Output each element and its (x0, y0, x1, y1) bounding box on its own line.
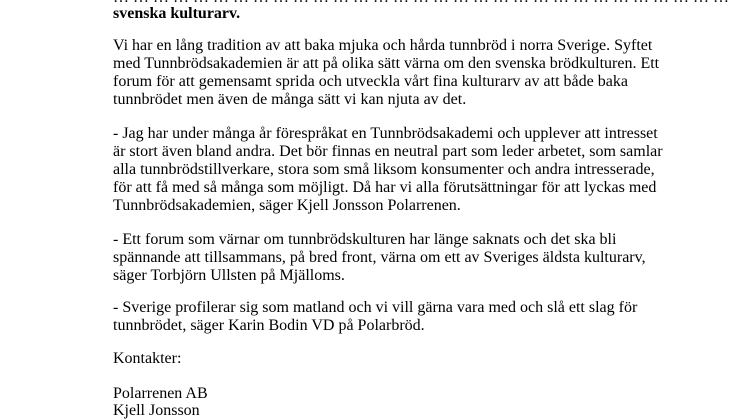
paragraph-line: med Tunnbrödsakademien är att på olika sätt värna om den svenska brödkulturen. Ett (113, 55, 660, 72)
contact-company: Polarrenen AB (113, 385, 208, 402)
paragraph-line: spännande att tillsammans, på bred front, värna om ett av Sveriges äldsta kulturarv, (113, 249, 646, 266)
paragraph-line: tunnbrödet, säger Karin Bodin VD på Polarbröd. (113, 317, 425, 334)
paragraph-line: tunnbrödet men även de många sätt vi kan njuta av det. (113, 91, 467, 108)
paragraph-line: är stort även bland andra. Det bör finnas en neutral part som leder arbetet, som samlar (113, 143, 663, 160)
paragraph-line: för att få med så många som möjligt. Då har vi alla förutsättningar för att lyckas med (113, 179, 657, 196)
contacts-heading: Kontakter: (113, 350, 182, 367)
paragraph-line: forum för att gemensamt sprida och utveckla vårt fina kulturarv av att både baka (113, 73, 628, 90)
paragraph-line: alla tunnbrödstillverkare, stora som små liksom konsumenter och andra intresserade, (113, 161, 655, 178)
paragraph-line: säger Torbjörn Ullsten på Mjälloms. (113, 267, 345, 284)
paragraph-line: - Jag har under många år förespråkat en Tunnbrödsakademi och upplever att intresset (113, 125, 658, 142)
paragraph-line: Vi har en lång tradition av att baka mjuka och hårda tunnbröd i norra Sverige. Syftet (113, 37, 653, 54)
paragraph-line: - Ett forum som värnar om tunnbrödskulturen har länge saknats och det ska bli (113, 231, 617, 248)
intro-tail-bold: svenska kulturarv. (113, 5, 241, 22)
paragraph-line: - Sverige profilerar sig som matland och vi vill gärna vara med och slå ett slag för (113, 299, 638, 316)
paragraph-line: Tunnbrödsakademien, säger Kjell Jonsson Polarrenen. (113, 197, 461, 214)
contact-person: Kjell Jonsson (113, 402, 200, 419)
